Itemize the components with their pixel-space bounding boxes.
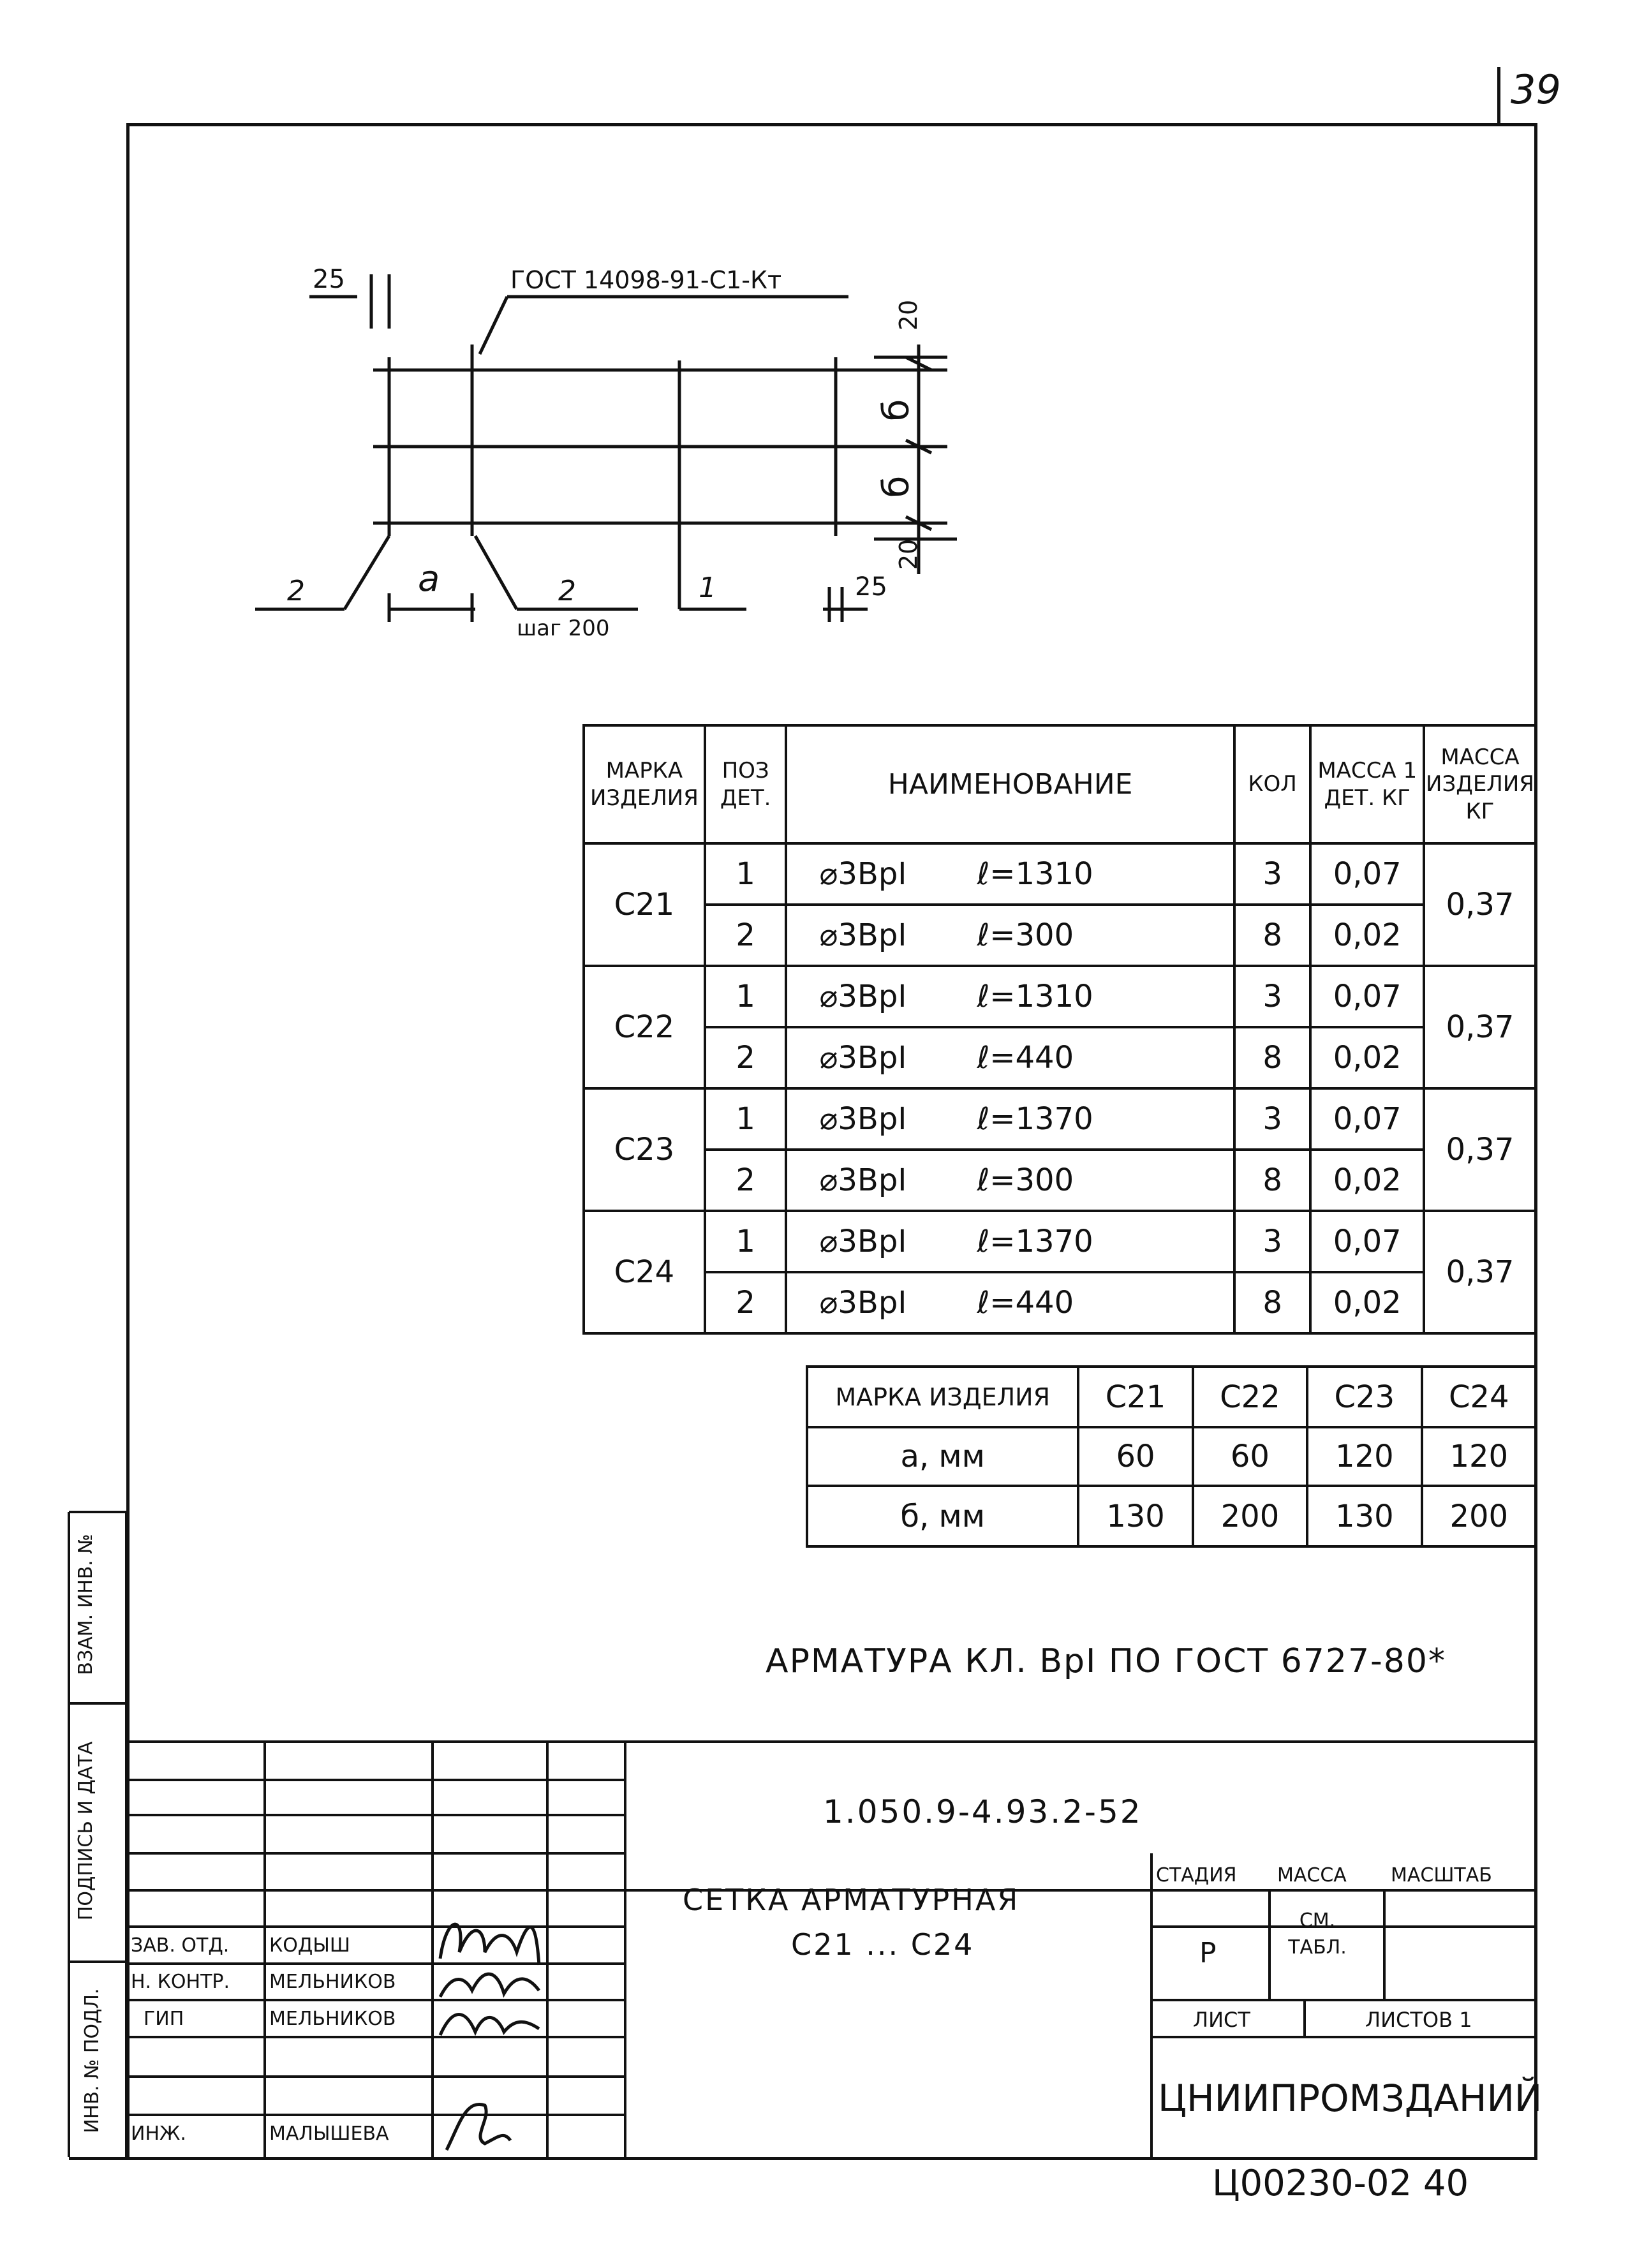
qty-cell: 3 xyxy=(1234,1088,1311,1150)
dims-value: 60 xyxy=(1193,1427,1307,1486)
mark-cell: С22 xyxy=(584,966,705,1088)
sheets-header: ЛИСТОВ 1 xyxy=(1365,2008,1472,2032)
scale-header: МАСШТАБ xyxy=(1391,1864,1492,1886)
sheet-header: ЛИСТ xyxy=(1193,2008,1250,2032)
dim-a-label: a xyxy=(418,558,440,600)
header-name: НАИМЕНОВАНИЕ xyxy=(786,725,1234,843)
role-label: ГИП xyxy=(144,2008,184,2030)
bar-length: ℓ=1370 xyxy=(977,1224,1093,1259)
mass-item-cell: 0,37 xyxy=(1424,966,1536,1088)
mass-item-cell: 0,37 xyxy=(1424,1088,1536,1211)
pos-cell: 2 xyxy=(705,1150,787,1211)
bar-type: ⌀3ВрI xyxy=(819,917,907,953)
title-line-2: С21 ... С24 xyxy=(791,1927,975,1962)
bar-type: ⌀3ВрI xyxy=(819,1162,907,1198)
dims-value: 200 xyxy=(1193,1486,1307,1546)
dims-row-label: б, мм xyxy=(807,1486,1078,1546)
pos-left-label: 2 xyxy=(287,575,305,607)
pos-cell: 2 xyxy=(705,1027,787,1088)
pos-cell: 2 xyxy=(705,1272,787,1333)
bar-length: ℓ=1370 xyxy=(977,1101,1093,1137)
mass-header: МАССА xyxy=(1277,1864,1347,1886)
qty-cell: 8 xyxy=(1234,1027,1311,1088)
mass-part-cell: 0,07 xyxy=(1310,1088,1424,1150)
dims-mark: С24 xyxy=(1422,1367,1536,1427)
mass-part-cell: 0,07 xyxy=(1310,1211,1424,1272)
dim-b2: б xyxy=(875,475,917,498)
dim-bottom-right-v: 20 xyxy=(894,538,923,570)
qty-cell: 8 xyxy=(1234,1150,1311,1211)
bar-type: ⌀3ВрI xyxy=(819,979,907,1014)
dims-value: 130 xyxy=(1078,1486,1192,1546)
person-name: МЕЛЬНИКОВ xyxy=(269,1971,396,1993)
stage-value: Р xyxy=(1199,1937,1217,1969)
mark-cell: С21 xyxy=(584,843,705,966)
step-label: шаг 200 xyxy=(517,616,610,641)
mass-part-cell: 0,02 xyxy=(1310,905,1424,966)
dims-value: 120 xyxy=(1307,1427,1421,1486)
mass-item-cell: 0,37 xyxy=(1424,843,1536,966)
mass-part-cell: 0,02 xyxy=(1310,1150,1424,1211)
bar-length: ℓ=1310 xyxy=(977,979,1093,1014)
pos-cell: 1 xyxy=(705,966,787,1027)
person-name: МЕЛЬНИКОВ xyxy=(269,2008,396,2030)
side-vzam: ВЗАМ. ИНВ. № xyxy=(75,1534,97,1675)
dim-top-right: 20 xyxy=(894,299,923,331)
mass-value: СМ. ТАБЛ. xyxy=(1288,1909,1347,1959)
bar-type: ⌀3ВрI xyxy=(819,1285,907,1321)
bar-length: ℓ=300 xyxy=(977,917,1074,953)
dims-value: 60 xyxy=(1078,1427,1192,1486)
dims-mark: С22 xyxy=(1193,1367,1307,1427)
pos-middle-label: 2 xyxy=(558,575,576,607)
mass-item-cell: 0,37 xyxy=(1424,1211,1536,1333)
side-inv: ИНВ. № ПОДЛ. xyxy=(81,1988,103,2133)
mark-cell: С24 xyxy=(584,1211,705,1333)
dims-row-label: а, мм xyxy=(807,1427,1078,1486)
bar-type: ⌀3ВрI xyxy=(819,1101,907,1137)
header-pos: ПОЗ ДЕТ. xyxy=(705,725,787,843)
dims-mark: С23 xyxy=(1307,1367,1421,1427)
qty-cell: 3 xyxy=(1234,843,1311,905)
dims-header: МАРКА ИЗДЕЛИЯ xyxy=(807,1367,1078,1427)
pos-cell: 1 xyxy=(705,843,787,905)
qty-cell: 8 xyxy=(1234,1272,1311,1333)
mass-part-cell: 0,02 xyxy=(1310,1272,1424,1333)
header-mass-part: МАССА 1 ДЕТ. КГ xyxy=(1310,725,1424,843)
bar-length: ℓ=440 xyxy=(977,1285,1074,1321)
bar-length: ℓ=300 xyxy=(977,1162,1074,1198)
header-mass-item: МАССА ИЗДЕЛИЯ КГ xyxy=(1424,725,1536,843)
pos-cell: 1 xyxy=(705,1088,787,1150)
qty-cell: 3 xyxy=(1234,1211,1311,1272)
pos-right-label: 1 xyxy=(699,572,716,604)
page-number: 39 xyxy=(1511,66,1561,113)
pos-cell: 2 xyxy=(705,905,787,966)
dims-value: 130 xyxy=(1307,1486,1421,1546)
reinforcement-note: АРМАТУРА КЛ. ВрI ПО ГОСТ 6727-80* xyxy=(766,1642,1446,1680)
bar-length: ℓ=1310 xyxy=(977,856,1093,892)
person-name: МАЛЫШЕВА xyxy=(269,2123,389,2145)
role-label: ЗАВ. ОТД. xyxy=(131,1934,230,1957)
pos-cell: 1 xyxy=(705,1211,787,1272)
organization: ЦНИИПРОМЗДАНИЙ xyxy=(1158,2077,1543,2120)
mass-part-cell: 0,07 xyxy=(1310,966,1424,1027)
bar-type: ⌀3ВрI xyxy=(819,1224,907,1259)
side-podp: ПОДПИСЬ И ДАТА xyxy=(75,1741,97,1921)
stage-header: СТАДИЯ xyxy=(1156,1864,1237,1886)
dim-top-left: 25 xyxy=(313,265,345,294)
document-code: 1.050.9-4.93.2-52 xyxy=(823,1793,1143,1830)
dims-value: 120 xyxy=(1422,1427,1536,1486)
mark-cell: С23 xyxy=(584,1088,705,1211)
mass-part-cell: 0,07 xyxy=(1310,843,1424,905)
mass-part-cell: 0,02 xyxy=(1310,1027,1424,1088)
bar-type: ⌀3ВрI xyxy=(819,1040,907,1076)
person-name: КОДЫШ xyxy=(269,1934,350,1957)
gost-label: ГОСТ 14098-91-С1-Кт xyxy=(510,266,782,294)
header-mark: МАРКА ИЗДЕЛИЯ xyxy=(584,725,705,843)
qty-cell: 8 xyxy=(1234,905,1311,966)
dims-mark: С21 xyxy=(1078,1367,1192,1427)
bar-type: ⌀3ВрI xyxy=(819,856,907,892)
dims-value: 200 xyxy=(1422,1486,1536,1546)
role-label: Н. КОНТР. xyxy=(131,1971,230,1993)
dim-b1: б xyxy=(875,399,917,422)
role-label: ИНЖ. xyxy=(131,2123,186,2145)
dim-bottom-right-h: 25 xyxy=(855,572,887,602)
bar-length: ℓ=440 xyxy=(977,1040,1074,1076)
title-line-1: СЕТКА АРМАТУРНАЯ xyxy=(683,1883,1020,1917)
bottom-archive-code: Ц00230-02 40 xyxy=(1212,2163,1469,2204)
header-qty: КОЛ xyxy=(1234,725,1311,843)
qty-cell: 3 xyxy=(1234,966,1311,1027)
